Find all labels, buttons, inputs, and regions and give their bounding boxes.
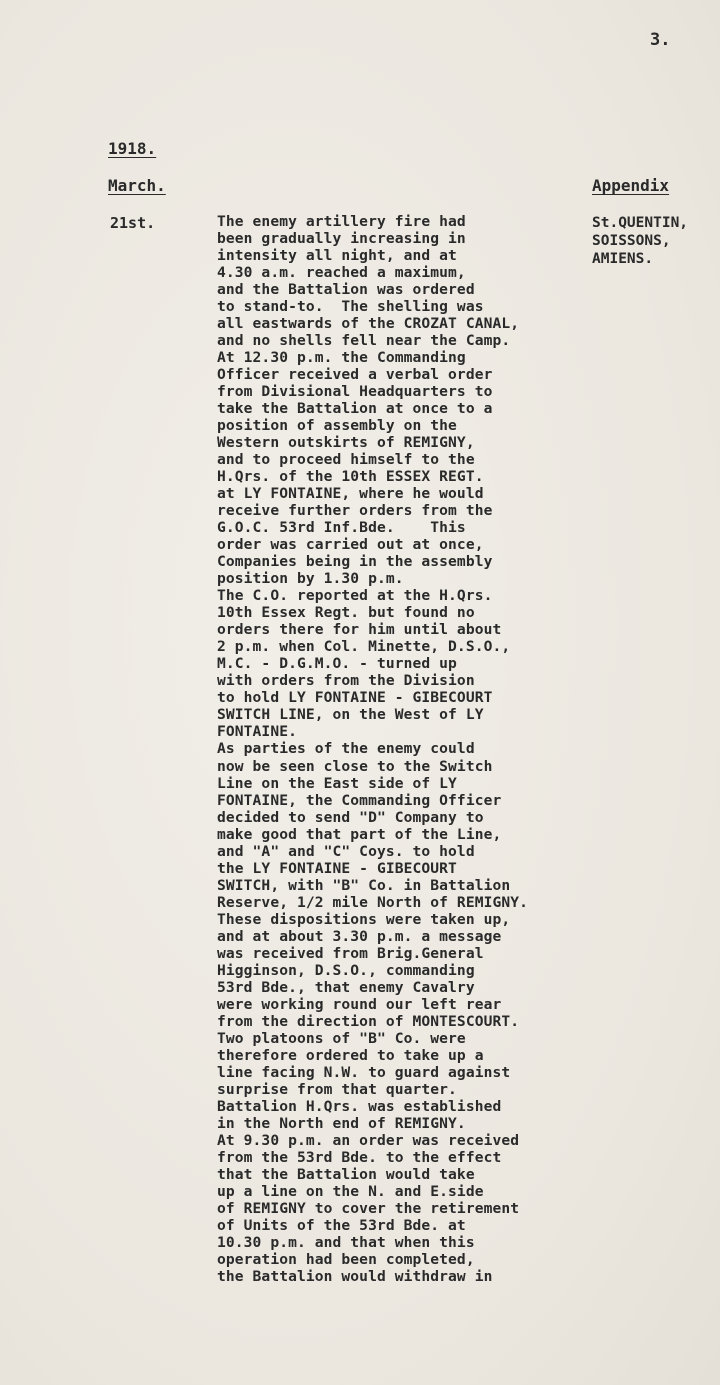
text-line: to hold LY FONTAINE - GIBECOURT <box>217 689 493 707</box>
year-heading: 1918. <box>108 139 157 158</box>
text-line: from the 53rd Bde. to the effect <box>217 1148 502 1166</box>
text-line: 53rd Bde., that enemy Cavalry <box>217 978 475 996</box>
appendix-ref: AMIENS. <box>592 251 654 267</box>
text-line: and no shells fell near the Camp. <box>217 332 511 350</box>
text-line: The C.O. reported at the H.Qrs. <box>217 587 493 605</box>
text-line: receive further orders from the <box>217 502 493 520</box>
text-line: decided to send "D" Company to <box>217 808 484 826</box>
text-line: and to proceed himself to the <box>217 451 475 469</box>
text-line: and the Battalion was ordered <box>217 281 475 299</box>
text-line: the Battalion would withdraw in <box>217 1267 493 1285</box>
text-line: orders there for him until about <box>217 621 502 639</box>
page-number: 3. <box>650 30 671 50</box>
text-line: order was carried out at once, <box>217 536 484 554</box>
diary-entry-text <box>217 213 587 1285</box>
text-line: the LY FONTAINE - GIBECOURT <box>217 859 457 877</box>
text-line: position of assembly on the <box>217 417 457 435</box>
text-line: Reserve, 1/2 mile North of REMIGNY. <box>217 893 529 911</box>
text-line: Battalion H.Qrs. was established <box>217 1097 502 1115</box>
text-line: Officer received a verbal order <box>217 366 493 384</box>
text-line: G.O.C. 53rd Inf.Bde. This <box>217 519 466 537</box>
text-line: of REMIGNY to cover the retirement <box>217 1199 520 1217</box>
text-line: Companies being in the assembly <box>217 553 493 571</box>
appendix-heading: Appendix <box>592 176 670 195</box>
text-line: 2 p.m. when Col. Minette, D.S.O., <box>217 638 511 656</box>
appendix-references <box>592 214 720 268</box>
text-line: SWITCH, with "B" Co. in Battalion <box>217 876 511 894</box>
text-line: position by 1.30 p.m. <box>217 570 404 588</box>
appendix-ref: SOISSONS, <box>592 233 671 249</box>
text-line: surprise from that quarter. <box>217 1080 457 1098</box>
appendix-ref: St.QUENTIN, <box>592 215 689 231</box>
text-line: of Units of the 53rd Bde. at <box>217 1216 466 1234</box>
text-line: now be seen close to the Switch <box>217 757 493 775</box>
text-line: FONTAINE, the Commanding Officer <box>217 791 502 809</box>
text-line: that the Battalion would take <box>217 1165 475 1183</box>
text-line: Line on the East side of LY <box>217 774 457 792</box>
text-line: from the direction of MONTESCOURT. <box>217 1012 520 1030</box>
text-line: operation had been completed, <box>217 1250 475 1268</box>
text-line: H.Qrs. of the 10th ESSEX REGT. <box>217 468 484 486</box>
text-line: The enemy artillery fire had <box>217 213 466 230</box>
text-line: been gradually increasing in <box>217 230 466 248</box>
text-line: 10.30 p.m. and that when this <box>217 1233 475 1251</box>
text-line: with orders from the Division <box>217 672 475 690</box>
text-line: SWITCH LINE, on the West of LY <box>217 706 484 724</box>
text-line: These dispositions were taken up, <box>217 910 511 928</box>
text-line: At 9.30 p.m. an order was received <box>217 1131 520 1149</box>
text-line: At 12.30 p.m. the Commanding <box>217 349 466 367</box>
text-line: therefore ordered to take up a <box>217 1046 484 1064</box>
text-line: 4.30 a.m. reached a maximum, <box>217 264 466 282</box>
text-line: in the North end of REMIGNY. <box>217 1114 466 1132</box>
text-line: make good that part of the Line, <box>217 825 502 843</box>
text-line: up a line on the N. and E.side <box>217 1182 484 1200</box>
month-heading: March. <box>108 176 166 195</box>
text-line: As parties of the enemy could <box>217 740 475 758</box>
text-line: M.C. - D.G.M.O. - turned up <box>217 655 457 673</box>
text-line: was received from Brig.General <box>217 944 484 962</box>
text-line: Two platoons of "B" Co. were <box>217 1029 466 1047</box>
text-line: line facing N.W. to guard against <box>217 1063 511 1081</box>
text-line: and "A" and "C" Coys. to hold <box>217 842 475 860</box>
text-line: FONTAINE. <box>217 723 297 741</box>
entry-date: 21st. <box>110 214 156 232</box>
text-line: were working round our left rear <box>217 995 502 1013</box>
text-line: Western outskirts of REMIGNY, <box>217 434 475 452</box>
text-line: at LY FONTAINE, where he would <box>217 485 484 503</box>
text-line: take the Battalion at once to a <box>217 400 493 418</box>
text-line: intensity all night, and at <box>217 247 457 265</box>
text-line: 10th Essex Regt. but found no <box>217 604 475 622</box>
text-line: and at about 3.30 p.m. a message <box>217 927 502 945</box>
text-line: Higginson, D.S.O., commanding <box>217 961 475 979</box>
text-line: to stand-to. The shelling was <box>217 298 484 316</box>
text-line: all eastwards of the CROZAT CANAL, <box>217 315 520 333</box>
text-line: from Divisional Headquarters to <box>217 383 493 401</box>
